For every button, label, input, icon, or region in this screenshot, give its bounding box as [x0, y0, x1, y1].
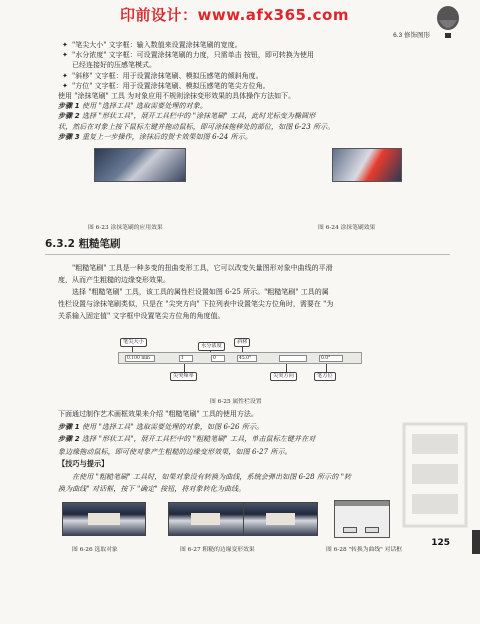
leader-line — [184, 364, 185, 372]
watermark-banner: 印前设计：www.afx365.com — [120, 6, 349, 24]
figure-6-26-caption: 图 6-26 选取对象 — [72, 547, 118, 553]
dialog-ok-button — [343, 527, 357, 533]
bullet-icon: ✦ — [62, 51, 68, 60]
page-number: 125 — [431, 538, 450, 548]
callout-dryout: 水分浓度 — [198, 342, 225, 351]
convert-to-curves-dialog-image — [334, 500, 390, 538]
bullet-icon: ✦ — [62, 81, 68, 90]
after-panel — [244, 503, 318, 535]
paragraph-line: "粗糙笔刷" 工具是一种多变的扭曲变形工具，它可以改变矢量图形对象中曲线的平滑 — [72, 264, 333, 272]
figure-row-top — [58, 148, 450, 192]
step-line: 步骤 1 使用 "选择工具" 选取需要处理的对象，如图 6-26 所示。 — [58, 422, 264, 431]
tip-heading: 【技巧与提示】 — [58, 459, 109, 468]
section-divider — [45, 254, 450, 255]
paragraph-line: 度，从而产生粗糙的边缘变形效果。 — [58, 276, 170, 284]
bullet-item: ✦ "斜移" 文字框：用于设置涂抹笔刷、模拟压感笔的倾斜角度。 — [62, 71, 263, 80]
callout-bearing: 笔方位 — [314, 372, 336, 381]
figure-6-23-caption: 图 6-23 涂抹笔刷的应用效果 — [88, 225, 163, 231]
figure-6-23-image — [94, 148, 186, 182]
step-line: 步骤 2 选择 "形状工具"，展开工具栏中的 "涂抹笔刷" 工具，此时光标变为椭圆形 — [58, 112, 316, 121]
section-body — [58, 262, 450, 322]
bullet-item: ✦ "笔尖大小" 文字框：输入数值来设置涂抹笔刷的宽度。 — [62, 41, 242, 49]
step-line: 步骤 1 使用 "选择工具" 选取需要处理的对象。 — [58, 102, 207, 111]
procedure-block — [58, 408, 450, 496]
spike-frequency-field[interactable]: 1 — [179, 355, 193, 362]
figure-6-25-caption: 图 6-25 属性栏设置 — [210, 399, 262, 405]
dialog-cancel-button — [365, 527, 379, 533]
callout-nib-size: 笔尖大小 — [120, 338, 147, 347]
leader-line — [326, 364, 327, 372]
spike-direction-dropdown[interactable] — [279, 355, 307, 362]
nib-size-field[interactable]: 0.100 mm — [125, 355, 155, 362]
paragraph-line: 关系输入固定值" 文字框中设置笔尖方位角的角度值。 — [58, 312, 225, 320]
bullet-icon: ✦ — [62, 71, 68, 80]
figure-6-24-image — [332, 148, 402, 182]
hot-air-balloon-icon — [434, 6, 462, 40]
before-panel — [169, 503, 244, 535]
tip-line: 换为曲线" 对话框，按下 "确定" 按钮，将对象转化为曲线。 — [58, 485, 246, 493]
page-edge-tab — [472, 530, 480, 554]
step-line: 象边缘拖动鼠标，即可使对象产生粗糙的边缘变形效果，如图 6-27 所示。 — [58, 447, 292, 456]
library-stamp — [400, 420, 470, 530]
figure-6-27-caption: 图 6-27 粗糙的边缘变形效果 — [180, 547, 255, 553]
bullet-icon: ✦ — [62, 41, 68, 49]
step-line: 状，然后在对象上按下鼠标左键并拖动鼠标，即可涂抹拖移处的部位，如图 6-23 所示。 — [58, 122, 335, 131]
bearing-field[interactable]: 0.0° — [319, 355, 343, 362]
step-line: 步骤 2 选择 "形状工具"，展开工具栏中的 "粗糙笔刷" 工具，单击鼠标左键并在对 — [58, 435, 316, 443]
callout-spike-direction: 尖突方向 — [270, 372, 297, 381]
frame-center — [88, 513, 121, 526]
figure-6-28-caption: 图 6-28 "转换为曲线" 对话框 — [326, 547, 403, 553]
step-line: 步骤 3 重复上一步操作，涂抹后的贺卡效果如图 6-24 所示。 — [58, 132, 252, 141]
bullet-item: ✦ "方位" 文字框：用于设置涂抹笔刷、模拟压感笔的笔尖方位角。 — [62, 81, 270, 90]
bullet-continuation: 已经连接好的压感笔模式。 — [72, 61, 156, 70]
intro-block — [58, 40, 450, 194]
figure-6-26-image — [62, 502, 146, 536]
dialog-title-bar — [335, 501, 389, 506]
leader-line — [286, 364, 287, 372]
figure-6-24-caption: 图 6-24 涂抹笔刷效果 — [318, 225, 376, 231]
dryout-field[interactable]: 0 — [211, 355, 225, 362]
frame-center — [266, 513, 295, 526]
tilt-field[interactable]: 45.0° — [237, 355, 257, 362]
bullet-item: ✦ "水分浓度" 文字框：可设置涂抹笔刷的力度，只需单击 按钮，即可转换为使用 — [62, 51, 314, 60]
paragraph-line: 性栏设置与涂抹笔刷类似，只是在 "尖突方向" 下拉列表中设置笔尖方位角时，需要在 "为 — [58, 300, 334, 308]
lead-in-line: 下面通过制作艺术画框效果来介绍 "粗糙笔刷" 工具的使用方法。 — [58, 410, 258, 418]
rough-brush-property-bar — [118, 352, 362, 364]
frame-center — [191, 513, 220, 526]
section-heading: 6.3.2 粗糙笔刷 — [45, 238, 121, 250]
callout-spike-frequency: 尖突频率 — [170, 372, 197, 381]
figure-6-27-image — [168, 502, 318, 536]
usage-line: 使用 "涂抹笔刷" 工具 为对象应用不规则涂抹变形效果的具体操作方法如下。 — [58, 92, 296, 101]
callout-tilt: 斜移 — [234, 338, 250, 347]
paragraph-line: 选择 "粗糙笔刷" 工具，该工具的属性栏设置如图 6-25 所示。"粗糙笔刷" 工具的属 — [72, 288, 329, 296]
tip-line: 在使用 "粗糙笔刷" 工具时，如果对象没有转换为曲线，系统会弹出如图 6-28 所示的 "转 — [72, 472, 352, 481]
running-head: 6.3 修饰图形 — [393, 32, 430, 39]
